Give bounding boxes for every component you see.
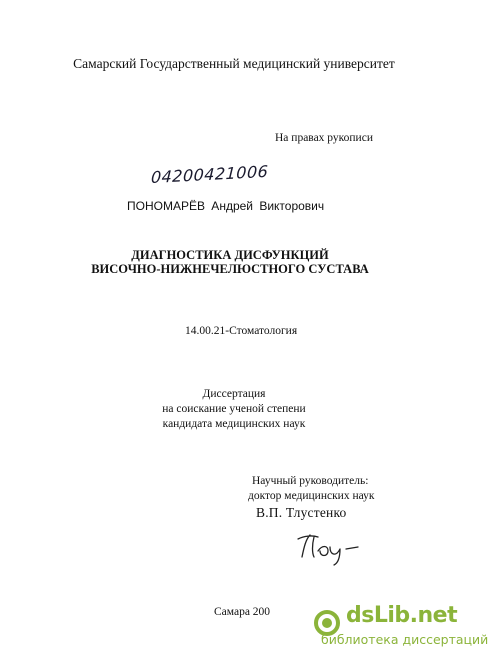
supervisor-signature: [296, 527, 376, 567]
supervisor-role: Научный руководитель:: [252, 475, 369, 487]
archive-number-handwritten: 04200421006: [150, 161, 269, 188]
dissertation-title-line-2: ВИСОЧНО-НИЖНЕЧЕЛЮСТНОГО СУСТАВА: [91, 262, 369, 276]
watermark-subtitle: библиотека диссертаций: [321, 632, 488, 647]
manuscript-rights-note: На правах рукописи: [275, 132, 373, 144]
author-name: ПОНОМАРЁВ Андрей Викторович: [127, 199, 325, 213]
specialty-code: 14.00.21-Стоматология: [185, 325, 298, 337]
university-name: Самарский Государственный медицинский университет: [73, 56, 395, 71]
degree-name: кандидата медицинских наук: [162, 418, 306, 430]
watermark-site-name: dsLib.net: [346, 603, 458, 628]
supervisor-degree: доктор медицинских наук: [248, 490, 375, 502]
degree-purpose: на соискание ученой степени: [162, 403, 306, 415]
dissertation-title-line-1: ДИАГНОСТИКА ДИСФУНКЦИЙ: [131, 248, 329, 262]
supervisor-name: В.П. Тлустенко: [256, 505, 347, 520]
city-year: Самара 200: [214, 606, 271, 618]
dissertation-label: Диссертация: [202, 388, 266, 400]
